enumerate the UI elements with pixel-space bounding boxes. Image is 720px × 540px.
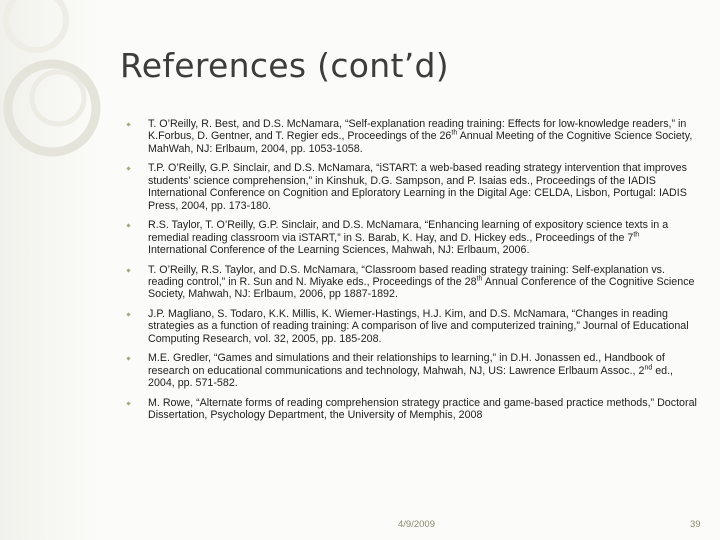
bullet-icon: [126, 312, 131, 317]
reference-text: T.P. O’Reilly, G.P. Sinclair, and D.S. McNamara, “iSTART: a web-based reading strategy intervention that improves students’ science comprehension,” in Kinshuk, D.G. Sampson, and P. Isaias eds., Proceedings of the IADIS International Conference on Cognition and Eploratory Learning in the Digital Age: CELDA, Lisbon, Portugal: IADIS Press, 2004, pp. 173-180.: [148, 162, 687, 212]
reference-text: R.S. Taylor, T. O’Reilly, G.P. Sinclair, and D.S. McNamara, “Enhancing learning of expository science texts in a remedial reading classroom via iSTART,” in S. Barab, K. Hay, and D. Hickey eds., Proceedings of the 7: [148, 219, 669, 244]
reference-superscript: th: [633, 231, 640, 239]
reference-item: [126, 352, 698, 389]
reference-superscript: th: [476, 275, 483, 283]
reference-item: [126, 118, 698, 155]
reference-text: M.E. Gredler, “Games and simulations and their relationships to learning,” in D.H. Jonassen ed., Handbook of research on educational communications and technology, Mahwah, NJ, US: Lawrence Erlbaum Assoc., 2: [148, 352, 665, 377]
reference-item: [126, 397, 698, 422]
reference-text: T. O’Reilly, R.S. Taylor, and D.S. McNamara, “Classroom based reading strategy training: Self-explanation vs. reading control,” in R. Sun and N. Miyake eds., Proceedings of the 28: [148, 263, 665, 289]
page-title: References (cont’d): [120, 46, 449, 85]
reference-item: [126, 219, 698, 256]
reference-text: T. O’Reilly, R. Best, and D.S. McNamara, “Self-explanation reading training: Effects for low-knowledge readers,” in K.Forbus, D. Gentner, and T. Regier eds., Proceedings of the 26: [148, 118, 687, 143]
bullet-icon: [126, 401, 131, 406]
top-ring: [6, 0, 66, 50]
reference-text-rest: ed., 2004, pp. 571-582.: [148, 364, 674, 390]
reference-text: J.P. Magliano, S. Todaro, K.K. Millis, K. Wiemer-Hastings, H.J. Kim, and D.S. McNamara, “Changes in reading strategies as a function of reading training: A comparison of live and computerized training,” Journal of Educational Computing Research, vol. 32, 2005, pp. 185-208.: [148, 308, 689, 345]
reference-item: [126, 264, 698, 301]
reference-text: M. Rowe, “Alternate forms of reading comprehension strategy practice and game-based practice methods,” Doctoral Dissertation, Psychology Department, the University of Memphis, 2008: [148, 396, 697, 422]
reference-item: [126, 308, 698, 345]
reference-superscript: th: [451, 129, 458, 137]
bullet-icon: [126, 223, 131, 228]
reference-list: [126, 118, 698, 429]
reference-text-rest: International Conference of the Learning Sciences, Mahwah, NJ: Erlbaum, 2006.: [148, 244, 530, 257]
page-number: 39: [690, 519, 701, 530]
footer-date: 4/9/2009: [398, 519, 435, 530]
bullet-icon: [126, 356, 131, 361]
bullet-icon: [126, 166, 131, 171]
reference-item: [126, 162, 698, 212]
small-ring: [32, 72, 84, 124]
reference-text-rest: Annual Meeting of the Cognitive Science Society, MahWah, NJ: Erlbaum, 2004, pp. 1053-1058.: [148, 130, 693, 155]
bullet-icon: [126, 122, 131, 127]
bullet-icon: [126, 268, 131, 273]
reference-superscript: nd: [644, 364, 653, 372]
reference-text-rest: Annual Conference of the Cognitive Science Society, Mahwah, NJ: Erlbaum, 2006, pp 1887-1892.: [148, 276, 695, 301]
